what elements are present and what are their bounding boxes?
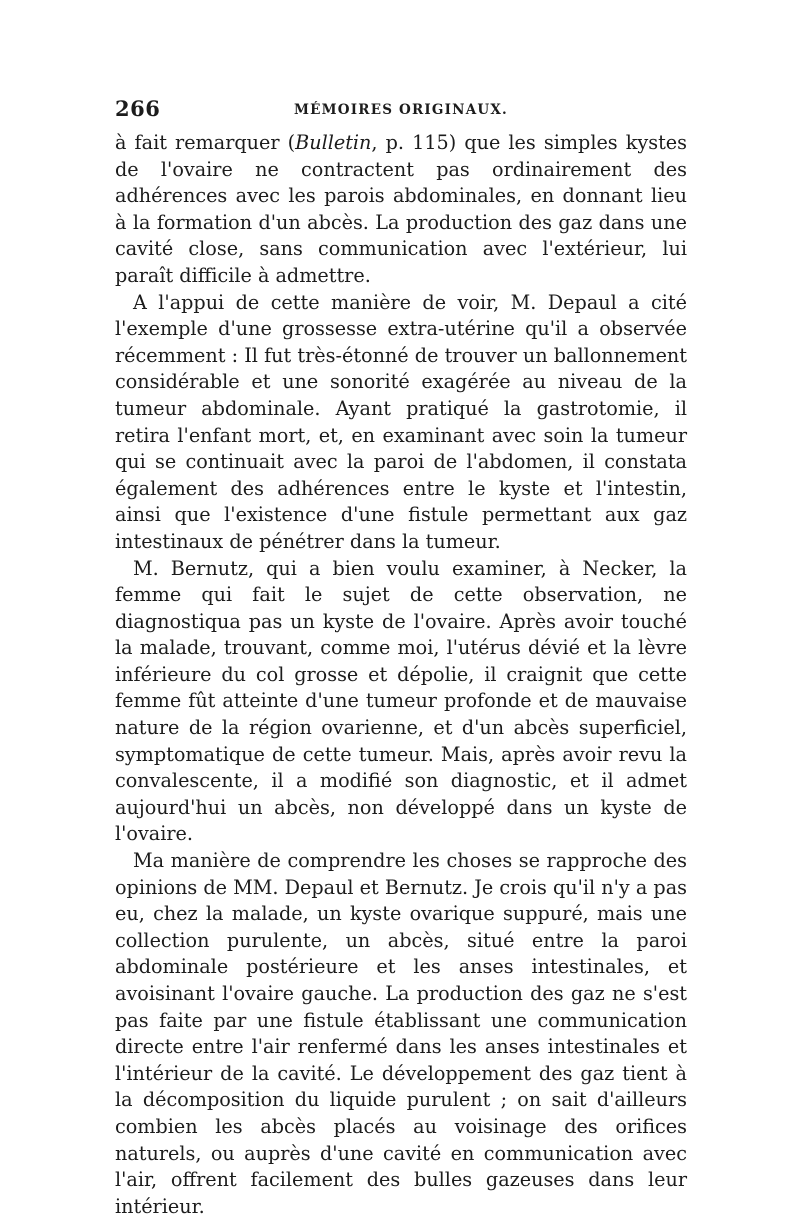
paragraph-2: A l'appui de cette manière de voir, M. Depaul a cité l'exemple d'une grossesse extra-utérine qu'il a observée récemment : Il fut très-étonné de trouver un ballonnement considérable et une sonorité exagérée au niveau de la tumeur abdominale. Ayant pratiqué la gastrotomie, il retira l'enfant mort, et, en examinant avec soin la tumeur qui se continuait avec la paroi de l'abdomen, il constata également des adhérences entre le kyste et l'intestin, ainsi que l'existence d'une fistule permettant aux gaz intestinaux de pénétrer dans la tumeur. <box>115 290 687 553</box>
page-number: 266 <box>115 96 161 121</box>
running-head <box>115 96 687 130</box>
paragraph-1-rest: , p. 115) que les simples kystes de l'ovaire ne contractent pas ordinairement des adhérences avec les parois abdominales, en donnant lieu à la formation d'un abcès. La production des gaz dans une cavité close, sans communication avec l'extérieur, lui paraît difficile à admettre. <box>115 131 687 287</box>
bulletin-citation: Bulletin <box>295 131 372 154</box>
paragraph-1 <box>115 130 687 290</box>
running-title: MÉMOIRES ORIGINAUX. <box>294 102 508 118</box>
paragraph-3: M. Bernutz, qui a bien voulu examiner, à Necker, la femme qui fait le sujet de cette observation, ne diagnostiqua pas un kyste de l'ovaire. Après avoir touché la malade, trouvant, comme moi, l'utérus dévié et la lèvre inférieure du col grosse et dépolie, il craignit que cette femme fût atteinte d'une tumeur profonde et de mauvaise nature de la région ovarienne, et d'un abcès superficiel, symptomatique de cette tumeur. Mais, après avoir revu la convalescente, il a modifié son diagnostic, et il admet aujourd'hui un abcès, non développé dans un kyste de l'ovaire. <box>115 556 687 846</box>
book-page <box>115 96 687 1220</box>
paragraph-1-start: à fait remarquer ( <box>115 131 296 154</box>
paragraph-4: Ma manière de comprendre les choses se rapproche des opinions de MM. Depaul et Bernutz. Je crois qu'il n'y a pas eu, chez la malade, un kyste ovarique suppuré, mais une collection purulente, un abcès, situé entre la paroi abdominale postérieure et les anses intestinales, et avoisinant l'ovaire gauche. La production des gaz ne s'est pas faite par une fistule établissant une communication directe entre l'air renfermé dans les anses intestinales et l'intérieur de la cavité. Le développement des gaz tient à la décomposition du liquide purulent ; on sait d'ailleurs combien les abcès placés au voisinage des orifices naturels, ou auprès d'une cavité en communication avec l'air, offrent facilement des bulles gazeuses dans leur intérieur. <box>115 849 687 1218</box>
